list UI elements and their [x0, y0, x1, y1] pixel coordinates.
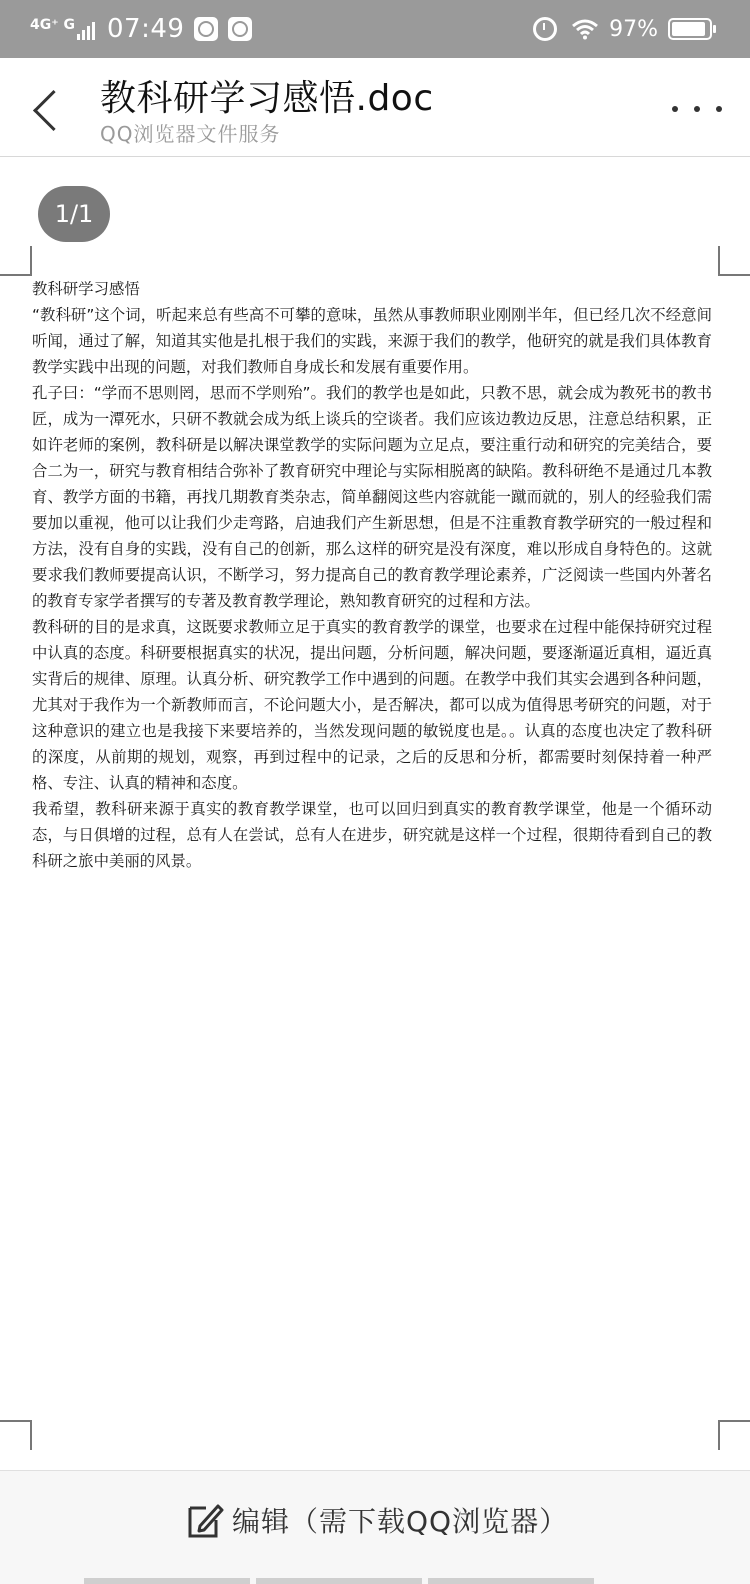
- battery-percent: 97%: [609, 16, 658, 42]
- document-subtitle: QQ浏览器文件服务: [100, 122, 281, 146]
- edit-button-label: 编辑（需下载QQ浏览器）: [232, 1505, 569, 1538]
- more-dot-icon: [694, 106, 700, 112]
- document-paragraph: “教科研”这个词，听起来总有些高不可攀的意味，虽然从事教师职业刚刚半年，但已经几次不经意间听闻，通过了解，知道其实他是扎根于我们的实践，来源于我们的教学，他研究的就是我们具体教育教学实践中出现的问题，对我们教师自身成长和发展有重要作用。: [32, 306, 712, 376]
- crop-mark-bottom-left: [0, 1420, 32, 1450]
- more-dot-icon: [716, 106, 722, 112]
- alarm-icon: [533, 17, 557, 41]
- battery-icon: [668, 18, 712, 40]
- document-paragraph: 孔子曰：“学而不思则罔，思而不学则殆”。我们的教学也是如此，只教不思，就会成为教死书的教书匠，成为一潭死水，只研不教就会成为纸上谈兵的空谈者。我们应该边教边反思，注意总结积累，正如许老师的案例，教科研是以解决课堂教学的实际问题为立足点，要注重行动和研究的完美结合，要合二为一，研究与教育相结合弥补了教育研究中理论与实际相脱离的缺陷。教科研绝不是通过几本教育、教学方面的书籍，再找几期教育类杂志，简单翻阅这些内容就能一蹴而就的，别人的经验我们需要加以重视，他可以让我们少走弯路，启迪我们产生新思想，但是不注重教育教学研究的一般过程和方法，没有自身的实践，没有自己的创新，那么这样的研究是没有深度，难以形成自身特色的。这就要求我们教师要提高认识，不断学习，努力提高自己的教育教学理论素养，广泛阅读一些国内外著名的教育专家学者撰写的专著及教育教学理论，熟知教育研究的过程和方法。: [32, 384, 712, 610]
- edit-button[interactable]: [184, 1495, 568, 1545]
- chevron-left-icon: [32, 89, 73, 130]
- document-title: 教科研学习感悟.doc: [100, 78, 434, 119]
- document-heading: 教科研学习感悟: [32, 280, 140, 298]
- cellular-signal-icon: [30, 18, 95, 40]
- edit-icon: [184, 1500, 224, 1540]
- notification-app-icon: [194, 17, 218, 41]
- bottom-strip: [0, 1578, 750, 1584]
- document-body: [32, 276, 712, 874]
- status-right: [533, 10, 712, 48]
- status-bar: [0, 0, 750, 58]
- crop-mark-top-right: [718, 246, 750, 276]
- page-indicator: 1/1: [38, 186, 110, 242]
- document-paragraph: 教科研的目的是求真，这既要求教师立足于真实的教育教学的课堂，也要求在过程中能保持研究过程中认真的态度。科研要根据真实的状况，提出问题，分析问题，解决问题，要逐渐逼近真相，逼近真实背后的规律、原理。认真分析、研究教学工作中遇到的问题。在教学中我们其实会遇到各种问题，尤其对于我作为一个新教师而言，不论问题大小，是否解决，都可以成为值得思考研究的问题，对于这种意识的建立也是我接下来要培养的，当然发现问题的敏锐度也是。。认真的态度也决定了教科研的深度，从前期的规划，观察，再到过程中的记录，之后的反思和分析，都需要时刻保持着一种严格、专注、认真的精神和态度。: [32, 618, 712, 792]
- bottom-bar: [0, 1470, 750, 1584]
- crop-mark-top-left: [0, 246, 32, 276]
- back-button[interactable]: [22, 80, 72, 140]
- wifi-icon: [571, 18, 599, 40]
- status-left: [30, 10, 252, 48]
- more-options-button[interactable]: [672, 94, 722, 124]
- status-time: 07:49: [107, 14, 185, 44]
- app-header: [0, 58, 750, 157]
- notification-app-icon-2: [228, 17, 252, 41]
- document-paragraph: 我希望，教科研来源于真实的教育教学课堂，也可以回归到真实的教育教学课堂，他是一个循环动态，与日俱增的过程，总有人在尝试，总有人在进步，研究就是这样一个过程，很期待看到自己的教科研之旅中美丽的风景。: [32, 800, 712, 870]
- crop-mark-bottom-right: [718, 1420, 750, 1450]
- more-dot-icon: [672, 106, 678, 112]
- network-type-label: 4G⁺ G: [30, 17, 75, 33]
